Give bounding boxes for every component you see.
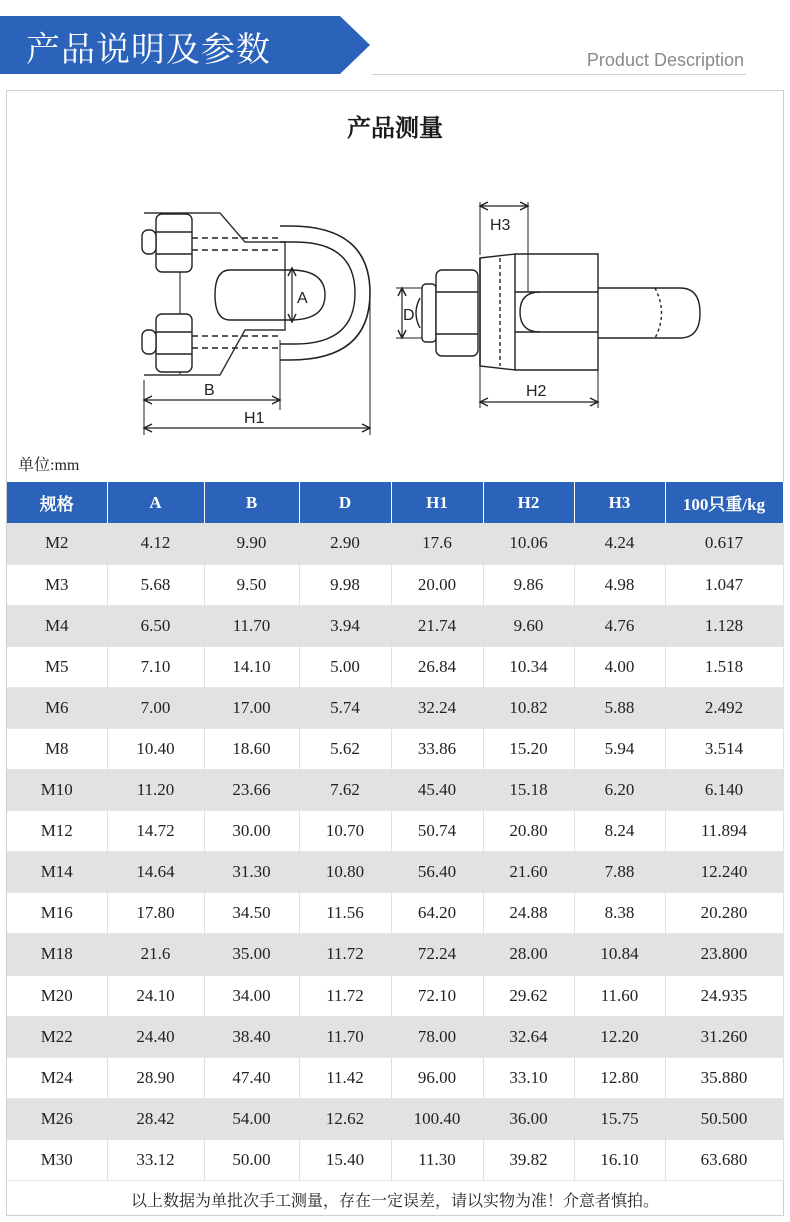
header-h1: H1 — [391, 482, 483, 523]
table-cell: 5.62 — [299, 728, 391, 769]
table-cell: M5 — [7, 646, 107, 687]
table-cell: 7.10 — [107, 646, 204, 687]
table-cell: 24.10 — [107, 975, 204, 1016]
table-cell: 20.280 — [665, 893, 783, 934]
table-row — [7, 1098, 783, 1139]
table-cell: 15.20 — [483, 728, 574, 769]
table-cell: 1.047 — [665, 564, 783, 605]
table-cell: 50.500 — [665, 1098, 783, 1139]
table-cell: 12.20 — [574, 1016, 665, 1057]
table-cell: 5.74 — [299, 687, 391, 728]
table-cell: 54.00 — [204, 1098, 299, 1139]
table-cell: 11.70 — [204, 605, 299, 646]
table-row — [7, 770, 783, 811]
table-cell: 23.66 — [204, 770, 299, 811]
table-cell: 9.86 — [483, 564, 574, 605]
table-cell: 96.00 — [391, 1057, 483, 1098]
table-cell: M18 — [7, 934, 107, 975]
table-row — [7, 687, 783, 728]
table-cell: 4.12 — [107, 523, 204, 564]
label-H2: H2 — [526, 383, 547, 400]
table-cell: 9.98 — [299, 564, 391, 605]
table-cell: 11.60 — [574, 975, 665, 1016]
table-cell: M12 — [7, 811, 107, 852]
table-cell: 10.82 — [483, 687, 574, 728]
table-row — [7, 893, 783, 934]
table-cell: 1.128 — [665, 605, 783, 646]
table-cell: 11.894 — [665, 811, 783, 852]
table-cell: 4.98 — [574, 564, 665, 605]
table-cell: 11.42 — [299, 1057, 391, 1098]
table-cell: 15.75 — [574, 1098, 665, 1139]
table-cell: 47.40 — [204, 1057, 299, 1098]
table-cell: 50.00 — [204, 1139, 299, 1180]
table-cell: 15.40 — [299, 1139, 391, 1180]
table-cell: 14.10 — [204, 646, 299, 687]
table-cell: 15.18 — [483, 770, 574, 811]
table-cell: M6 — [7, 687, 107, 728]
table-cell: 36.00 — [483, 1098, 574, 1139]
side-view — [396, 202, 700, 408]
table-cell: 35.880 — [665, 1057, 783, 1098]
table-cell: 6.140 — [665, 770, 783, 811]
table-cell: 0.617 — [665, 523, 783, 564]
table-cell: 21.60 — [483, 852, 574, 893]
table-row — [7, 1016, 783, 1057]
table-cell: M3 — [7, 564, 107, 605]
table-cell: 3.94 — [299, 605, 391, 646]
table-cell: 26.84 — [391, 646, 483, 687]
table-cell: 8.24 — [574, 811, 665, 852]
table-cell: 7.88 — [574, 852, 665, 893]
header-a: A — [107, 482, 204, 523]
table-cell: 72.10 — [391, 975, 483, 1016]
table-cell: 33.86 — [391, 728, 483, 769]
table-cell: 9.90 — [204, 523, 299, 564]
table-cell: 21.74 — [391, 605, 483, 646]
table-cell: 4.24 — [574, 523, 665, 564]
table-cell: M8 — [7, 728, 107, 769]
table-cell: 63.680 — [665, 1139, 783, 1180]
table-row — [7, 1139, 783, 1180]
table-cell: 34.00 — [204, 975, 299, 1016]
front-view — [142, 213, 370, 435]
table-cell: 2.90 — [299, 523, 391, 564]
table-cell: 31.30 — [204, 852, 299, 893]
table-header-row — [7, 482, 783, 523]
table-cell: M10 — [7, 770, 107, 811]
table-cell: 5.94 — [574, 728, 665, 769]
table-row — [7, 852, 783, 893]
table-cell: 12.62 — [299, 1098, 391, 1139]
header-h2: H2 — [483, 482, 574, 523]
table-cell: 56.40 — [391, 852, 483, 893]
table-cell: 24.40 — [107, 1016, 204, 1057]
table-cell: M22 — [7, 1016, 107, 1057]
table-cell: 9.60 — [483, 605, 574, 646]
table-row — [7, 1057, 783, 1098]
table-cell: 12.240 — [665, 852, 783, 893]
table-cell: 20.80 — [483, 811, 574, 852]
table-cell: 1.518 — [665, 646, 783, 687]
table-cell: 7.62 — [299, 770, 391, 811]
table-cell: 78.00 — [391, 1016, 483, 1057]
table-cell: 45.40 — [391, 770, 483, 811]
table-cell: 10.06 — [483, 523, 574, 564]
table-cell: 17.00 — [204, 687, 299, 728]
unit-label: 单位:mm — [18, 457, 80, 474]
table-cell: 11.70 — [299, 1016, 391, 1057]
dimension-labels — [204, 217, 547, 427]
table-cell: 33.10 — [483, 1057, 574, 1098]
table-cell: M30 — [7, 1139, 107, 1180]
table-cell: 100.40 — [391, 1098, 483, 1139]
table-cell: M4 — [7, 605, 107, 646]
table-cell: 24.88 — [483, 893, 574, 934]
table-cell: 4.76 — [574, 605, 665, 646]
table-cell: 10.70 — [299, 811, 391, 852]
table-cell: 11.56 — [299, 893, 391, 934]
label-B: B — [204, 382, 215, 399]
table-cell: 28.42 — [107, 1098, 204, 1139]
table-cell: 34.50 — [204, 893, 299, 934]
table-cell: 10.40 — [107, 728, 204, 769]
table-cell: 21.6 — [107, 934, 204, 975]
table-body — [7, 523, 783, 1181]
label-H3: H3 — [490, 217, 511, 234]
table-cell: 20.00 — [391, 564, 483, 605]
footnote: 以上数据为单批次手工测量，存在一定误差，请以实物为准！介意者慎拍。 — [130, 1191, 659, 1210]
table-cell: 31.260 — [665, 1016, 783, 1057]
table-cell: 72.24 — [391, 934, 483, 975]
table-cell: 32.64 — [483, 1016, 574, 1057]
table-cell: M26 — [7, 1098, 107, 1139]
table-cell: 11.20 — [107, 770, 204, 811]
table-row — [7, 646, 783, 687]
table-cell: M2 — [7, 523, 107, 564]
table-cell: 18.60 — [204, 728, 299, 769]
table-cell: M24 — [7, 1057, 107, 1098]
table-row — [7, 728, 783, 769]
table-cell: 2.492 — [665, 687, 783, 728]
table-cell: 6.20 — [574, 770, 665, 811]
table-cell: 8.38 — [574, 893, 665, 934]
table-cell: 11.30 — [391, 1139, 483, 1180]
table-cell: 5.00 — [299, 646, 391, 687]
table-cell: 29.62 — [483, 975, 574, 1016]
table-cell: 12.80 — [574, 1057, 665, 1098]
wire-rope-clip-diagram — [120, 180, 740, 445]
table-row — [7, 811, 783, 852]
table-cell: 5.88 — [574, 687, 665, 728]
table-row — [7, 523, 783, 564]
table-cell: 33.12 — [107, 1139, 204, 1180]
table-cell: M16 — [7, 893, 107, 934]
table-cell: 28.00 — [483, 934, 574, 975]
table-cell: 4.00 — [574, 646, 665, 687]
table-cell: 16.10 — [574, 1139, 665, 1180]
table-cell: 30.00 — [204, 811, 299, 852]
table-cell: 50.74 — [391, 811, 483, 852]
table-row — [7, 934, 783, 975]
header-spec: 规格 — [7, 482, 107, 523]
table-cell: 14.72 — [107, 811, 204, 852]
table-row — [7, 605, 783, 646]
table-cell: M20 — [7, 975, 107, 1016]
table-cell: 24.935 — [665, 975, 783, 1016]
table-cell: 11.72 — [299, 934, 391, 975]
table-cell: 5.68 — [107, 564, 204, 605]
page-subtitle: Product Description — [586, 50, 744, 70]
table-cell: 17.6 — [391, 523, 483, 564]
table-cell: 7.00 — [107, 687, 204, 728]
header-weight: 100只重/kg — [665, 482, 783, 523]
label-H1: H1 — [244, 410, 265, 427]
header-h3: H3 — [574, 482, 665, 523]
table-cell: 10.84 — [574, 934, 665, 975]
table-cell: 6.50 — [107, 605, 204, 646]
label-A: A — [297, 290, 308, 307]
table-cell: 17.80 — [107, 893, 204, 934]
table-cell: 14.64 — [107, 852, 204, 893]
table-row — [7, 564, 783, 605]
table-cell: 23.800 — [665, 934, 783, 975]
table-cell: 10.80 — [299, 852, 391, 893]
table-cell: 38.40 — [204, 1016, 299, 1057]
table-cell: 3.514 — [665, 728, 783, 769]
table-cell: 39.82 — [483, 1139, 574, 1180]
table-cell: 28.90 — [107, 1057, 204, 1098]
header — [0, 0, 790, 90]
table-row — [7, 975, 783, 1016]
table-cell: M14 — [7, 852, 107, 893]
table-cell: 35.00 — [204, 934, 299, 975]
header-d: D — [299, 482, 391, 523]
diagram-title: 产品测量 — [347, 114, 443, 142]
table-cell: 32.24 — [391, 687, 483, 728]
spec-table — [7, 482, 784, 1181]
header-b: B — [204, 482, 299, 523]
page-title: 产品说明及参数 — [26, 30, 271, 70]
header-divider — [372, 74, 746, 75]
table-cell: 64.20 — [391, 893, 483, 934]
label-D: D — [403, 307, 415, 324]
table-cell: 11.72 — [299, 975, 391, 1016]
table-cell: 10.34 — [483, 646, 574, 687]
table-cell: 9.50 — [204, 564, 299, 605]
